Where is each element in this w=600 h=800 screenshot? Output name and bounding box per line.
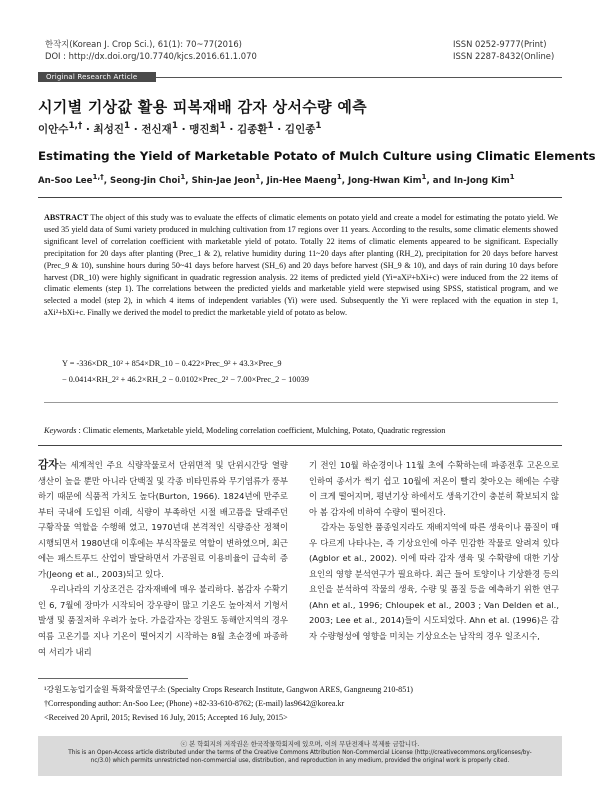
license-english: This is an Open-Access article distributed under the terms of the Creative Commons Attribution Non-Commercial License (http://creativecommons.org/licenses/by-nc/3.0) which permits unrestricted non-commercial use, distribution, and reproduction in any medium, provided the original work is properly cited. [68,750,532,765]
title-korean: 시기별 기상값 활용 피복재배 감자 상서수량 예측 [38,98,367,116]
license-footer [38,736,562,776]
author-ko-sup: 1 [315,121,322,131]
authors-korean [38,121,321,137]
abstract-heading: ABSTRACT [44,213,89,222]
author-en-name: Jong-Hwan Kim [348,175,422,186]
author-separator: · [85,123,90,136]
issn-online: ISSN 2287-8432(Online) [453,51,555,61]
corresponding-author-line: †Corresponding author: An-Soo Lee; (Phone) +82-33-610-8762; (E-mail) las9642@korea.kr [44,699,345,708]
keywords-text: : Climatic elements, Marketable yield, Modeling correlation coefficient, Mulching, Potato, Quadratic regression [78,426,446,435]
author-ko-name: 이안수 [38,123,69,136]
body-paragraph: 감자는 동일한 품종일지라도 재배지역에 따른 생육이나 품질이 매우 다르게 나타나는, 즉 기상요인에 아주 민감한 작물로 알려져 있다(Agblor et al., 2002). 이에 따라 감자 생육 및 수확량에 대한 기상요인의 영향 분석연구가 필요하다. 최근 들어 토양이나 기상환경 등의 요인을 분석하여 작물의 생육, 수량 및 품질 등을 예측하기 위한 연구(Ahn et al., 1996; Chloupek et al., 2003 ; Van Delden et al., 2003; Lee et al., 2014)들이 시도되었다. Ahn et al. (1996)은 감자 수량형성에 영향을 미치는 기상요소는 남작의 경우 일조시수, [309,522,559,642]
copyright-korean: ⓒ 본 학회지의 저작권은 한국작물학회지에 있으며, 이의 무단전재나 복제를 금합니다. [180,740,420,748]
author-ko-name: 맹진희 [189,123,220,136]
keywords-rule [44,402,558,403]
affiliation-line: ¹강원도농업기술원 특화작물연구소 (Specialty Crops Research Institute, Gangwon ARES, Gangneung 210-851) [44,685,413,694]
equation-line-2: − 0.0414×RH_2² + 46.2×RH_2 − 0.0102×Prec_2² − 7.00×Prec_2 − 10039 [62,375,309,384]
author-separator: · [133,123,138,136]
author-en-sup: 1 [421,172,427,181]
article-type-divider [156,77,562,78]
body-paragraph: 우리나라의 기상조건은 감자재배에 매우 불리하다. 봄감자 수확기인 6, 7월에 장마가 시작되어 강우량이 많고 기온도 높아져서 기형서 발생 및 품질저하 우려가 높다. 가을감자는 강원도 동해안지역의 경우 여름 고온기를 지나 기온이 떨어지기 시작하는 8월 초순경에 파종하여 서리가 내리 [38,584,288,657]
doi-link[interactable]: DOI : http://dx.doi.org/10.7740/kjcs.2016.61.1.070 [45,51,257,61]
keywords-heading: Keywords [44,426,77,435]
body-paragraph [38,458,288,582]
author-en-name: Seong-Jin Choi [110,175,181,186]
abstract-text: The object of this study was to evaluate the effects of climatic elements on potato yield and create a model for estimating the potato yield. We used 35 yield data of Sumi variety produced in mulching cultivation from 17 regions over 11 years. According to the results, some climatic elements showed significant level of correlation coefficient with marketable yield of potato. Totally 22 items of climatic elements appeared to be significant. Especially precipitation for 20 days after planting (Prec_1 & 2), relative humidity during 11~20 days after planting (RH_2), precipitation for 20 days before harvest (Prec_9 & 10), sunshine hours during 50~41 days before harvest (SH_6) and 20 days before harvest (SH_9 & 10), and days of rain during 10 days before harvest (DR_10) were highly significant in quadratic regression analysis. 22 items of predicted yield (Yi=aXi²+bXi+c) were induced from the 22 items of climatic elements (step 1). The correlations between the predicted yields and marketable yield were stepwised using SPSS, statistical program, and we selected a model (step 2), in which 4 items of independent variables (Yi) were used. Subsequently the Yi were replaced with the equation in step 1, aXi²+bXi+c. Finally we derived the model to predict the marketable yield of potato as below. [44,213,559,318]
author-ko-sup: 1 [171,121,178,131]
author-en-sup: 1 [180,172,186,181]
author-en-name: Shin-Jae Jeon [191,175,256,186]
author-en-name: In-Jong Kim [453,175,510,186]
author-separator: · [277,123,282,136]
author-en-sup: 1 [255,172,261,181]
journal-header [45,38,257,62]
abstract-top-rule [38,197,562,198]
issn-block [453,38,554,62]
author-en-name: An-Soo Lee [38,175,93,186]
author-separator: · [229,123,234,136]
abstract-bottom-rule [38,445,562,446]
body-paragraph: 기 전인 10월 하순경이나 11월 초에 수확하는데 파종전후 고온으로 인하여 종서가 썩기 쉽고 10월에 저온이 빨리 찾아오는 해에는 수량이 크게 떨어지며, 평년기상 하에서도 생육기간이 충분히 확보되지 않아 봄 감자에 비하여 수량이 떨어진다. [309,460,559,517]
author-en-sup: 1 [336,172,342,181]
author-en-sup: 1,† [92,172,104,181]
author-separator: · [181,123,186,136]
body-column-left [38,458,288,660]
footnote-rule [38,678,188,679]
author-ko-sup: 1 [267,121,274,131]
title-english: Estimating the Yield of Marketable Potato of Mulch Culture using Climatic Elements [38,149,596,163]
body-column-right [309,458,559,645]
equation-line-1: Y = -336×DR_10² + 854×DR_10 − 0.422×Prec_9² + 43.3×Prec_9 [62,359,282,368]
author-en-name: Jin-Hee Maeng [266,175,337,186]
author-ko-sup: 1,† [68,121,83,131]
author-ko-sup: 1 [123,121,131,131]
author-ko-name: 김인종 [284,123,316,136]
author-ko-sup: 1 [219,121,226,131]
article-type-label: Original Research Article [38,72,156,82]
journal-citation: 한작지(Korean J. Crop Sci.), 61(1): 70~77(2016) [45,39,242,49]
issn-print: ISSN 0252-9777(Print) [453,39,547,49]
body-text: 는 세계적인 주요 식량작물로서 단위면적 및 단위시간당 열량 생산이 높을 뿐만 아니라 단백질 및 각종 비타민류와 무기염류가 풍부하기 때문에 식품적 가치도 높다(Burton, 1966). 1824년에 만주로부터 국내에 도입된 이래, 식량이 부족하던 시절 배고픔을 달래주던 구황작물 역할을 수행해 였고, 1970년대 본격적인 식량증산 정책이 시행되면서 1980년대 이후에는 부식작물로 역할이 변하였으며, 최근에는 패스트푸드 산업이 발달하면서 가공원료 이용비율이 급속히 증가(Jeong et al., 2003)되고 있다. [38,460,288,579]
received-dates-line: <Received 20 April, 2015; Revised 16 July, 2015; Accepted 16 July, 2015> [44,713,288,722]
author-ko-name: 김종환 [237,123,268,136]
keywords [44,426,445,435]
author-ko-name: 전신재 [141,123,172,136]
dropcap-word: 감자 [38,459,59,471]
author-en-sup: 1 [509,172,515,181]
author-ko-name: 최성진 [93,123,124,136]
article-type-bar [38,72,562,82]
authors-english: An-Soo Lee$^{1,\dagger}$, Seong-Jin Choi$^1$, Shin-Jae Jeon$^1$, Jin-Hee Maeng$^1$, Jong-Hwan Kim$^1$, and In-Jong Kim$^1$ [38,172,515,186]
abstract [44,212,558,319]
